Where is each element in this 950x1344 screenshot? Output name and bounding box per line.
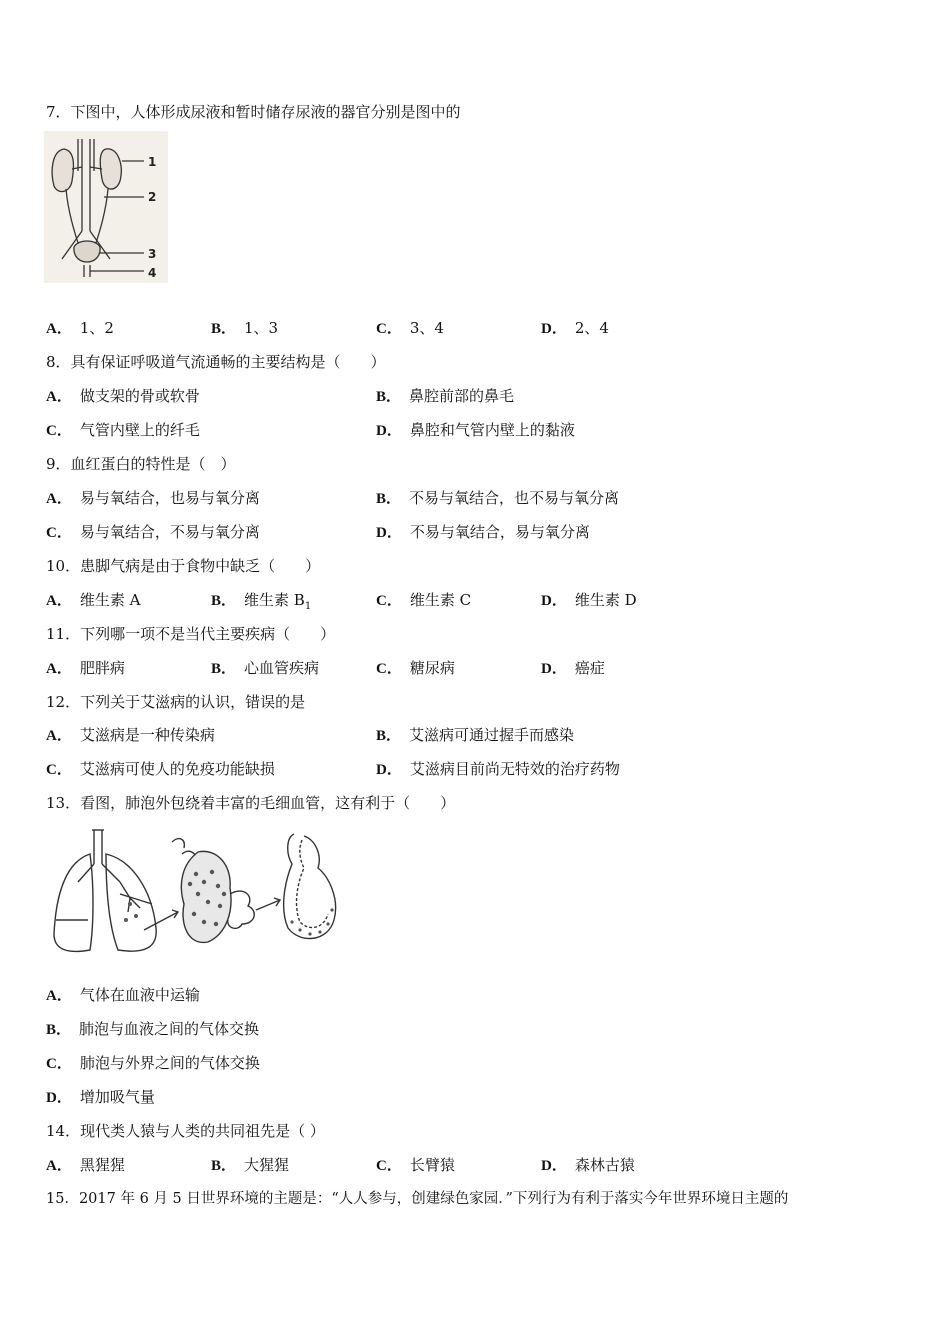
q8-option-c[interactable]: C． 气管内壁上的纤毛 (46, 421, 200, 439)
q7-option-c[interactable]: C． 3、4 (376, 319, 444, 337)
q9-option-b[interactable]: B． 不易与氧结合，也不易与氧分离 (376, 489, 620, 507)
q7-option-a[interactable]: A． 1、2 (46, 319, 114, 337)
q8-option-d[interactable]: D． 鼻腔和气管内壁上的黏液 (376, 421, 575, 439)
q14-option-c[interactable]: C． 长臂猿 (376, 1156, 455, 1174)
q9-option-d[interactable]: D． 不易与氧结合，易与氧分离 (376, 523, 590, 541)
question-7-stem: 7．下图中，人体形成尿液和暂时储存尿液的器官分别是图中的 (46, 103, 461, 121)
figure-label-1: 1 (148, 155, 157, 169)
q11-option-a[interactable]: A． 肥胖病 (46, 659, 125, 677)
q14-option-b[interactable]: B． 大猩猩 (211, 1156, 290, 1174)
q10-option-a[interactable]: A． 维生素 A (46, 591, 141, 609)
q9-option-a[interactable]: A． 易与氧结合，也易与氧分离 (46, 489, 260, 507)
q10-option-c[interactable]: C． 维生素 C (376, 591, 472, 609)
question-13-stem: 13．看图，肺泡外包绕着丰富的毛细血管，这有利于（ ） (46, 794, 456, 812)
urinary-system-figure (44, 131, 168, 283)
question-10-stem: 10．患脚气病是由于食物中缺乏（ ） (46, 557, 321, 575)
q12-option-b[interactable]: B． 艾滋病可通过握手而感染 (376, 726, 575, 744)
question-12-stem: 12．下列关于艾滋病的认识，错误的是 (46, 693, 306, 711)
figure-label-4: 4 (148, 266, 157, 280)
question-14-stem: 14．现代类人猿与人类的共同祖先是（ ） (46, 1122, 325, 1140)
q12-option-c[interactable]: C． 艾滋病可使人的免疫功能缺损 (46, 760, 275, 778)
question-8-stem: 8．具有保证呼吸道气流通畅的主要结构是（ ） (46, 353, 386, 371)
q11-option-d[interactable]: D． 癌症 (541, 659, 605, 677)
q7-option-b[interactable]: B． 1、3 (211, 319, 279, 337)
q11-option-b[interactable]: B． 心血管疾病 (211, 659, 320, 677)
q14-option-d[interactable]: D． 森林古猿 (541, 1156, 635, 1174)
figure-label-3: 3 (148, 247, 157, 261)
q14-option-a[interactable]: A． 黑猩猩 (46, 1156, 125, 1174)
q7-option-d[interactable]: D． 2、4 (541, 319, 609, 337)
q13-option-c[interactable]: C． 肺泡与外界之间的气体交换 (46, 1054, 260, 1072)
q13-option-a[interactable]: A． 气体在血液中运输 (46, 986, 200, 1004)
q12-option-a[interactable]: A． 艾滋病是一种传染病 (46, 726, 215, 744)
figure-label-2: 2 (148, 190, 157, 204)
q13-option-b[interactable]: B． 肺泡与血液之间的气体交换 (46, 1020, 260, 1038)
q13-option-d[interactable]: D． 增加吸气量 (46, 1088, 155, 1106)
q9-option-c[interactable]: C． 易与氧结合，不易与氧分离 (46, 523, 260, 541)
q12-option-d[interactable]: D． 艾滋病目前尚无特效的治疗药物 (376, 760, 620, 778)
q8-option-b[interactable]: B． 鼻腔前部的鼻毛 (376, 387, 515, 405)
question-9-stem: 9．血红蛋白的特性是（ ） (46, 455, 236, 473)
question-15-stem: 15．2017 年 6 月 5 日世界环境的主题是：“人人参与，创建绿色家园．”下列行为有利于落实今年世界环境日主题的 (46, 1191, 789, 1207)
q11-option-c[interactable]: C． 糖尿病 (376, 659, 455, 677)
lung-alveoli-figure (48, 824, 340, 962)
q10-option-d[interactable]: D． 维生素 D (541, 591, 637, 609)
q8-option-a[interactable]: A． 做支架的骨或软骨 (46, 387, 200, 405)
q10-option-b[interactable]: B． 维生素 $B_1$ (211, 591, 312, 612)
question-11-stem: 11．下列哪一项不是当代主要疾病（ ） (46, 625, 336, 643)
